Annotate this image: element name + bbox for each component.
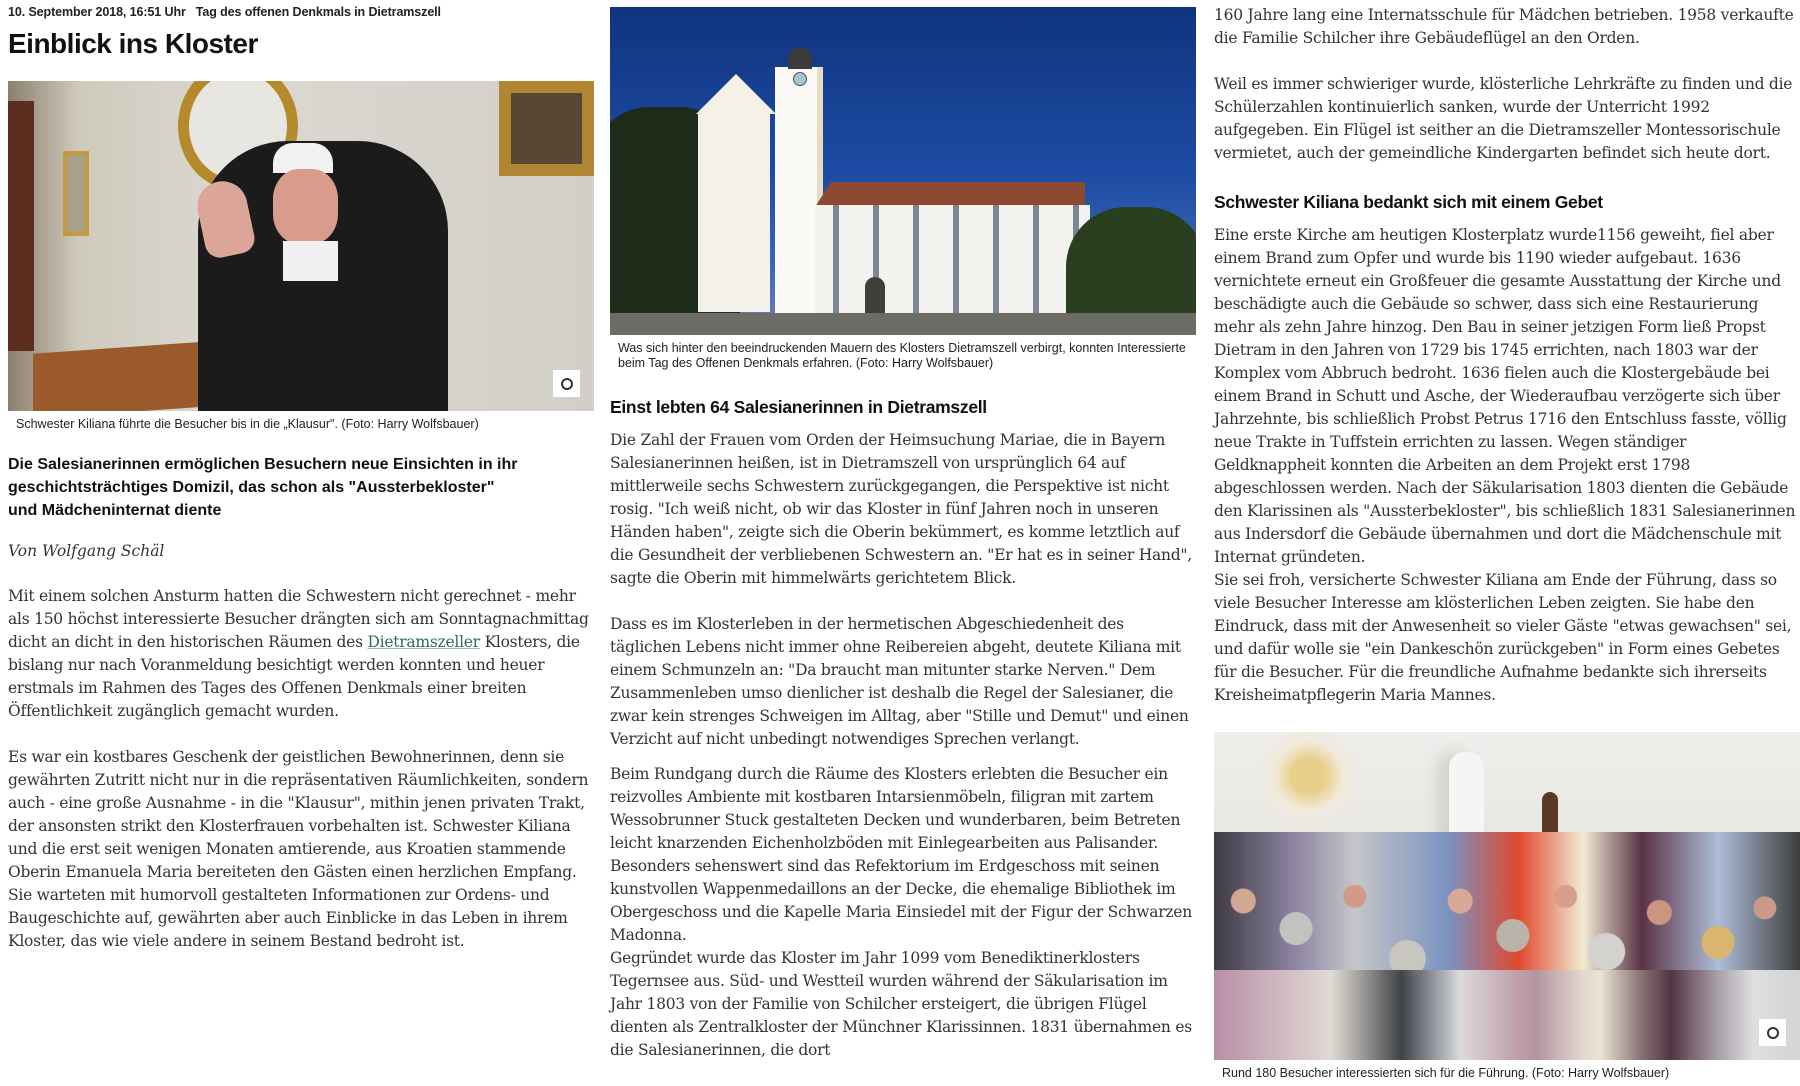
section-heading: Schwester Kiliana bedankt sich mit einem Gebet <box>1214 192 1603 212</box>
paragraph: 160 Jahre lang eine Internatsschule für Mädchen betrieben. 1958 verkaufte die Familie Schilcher ihre Gebäudeflügel an den Orden. <box>1214 6 1794 47</box>
paragraph: Es war ein kostbares Geschenk der geistlichen Bewohnerinnen, denn sie gewährten Zutritt nicht nur in die repräsentativen Räumlichkeiten, sondern auch - eine große Ausnahme - in die "Klausur", mithin jenen privaten Trakt, der ansonsten strikt den Klosterfrauen vorbehalten ist. Schwester Kiliana und die erst seit wenigen Monaten amtierende, aus Kroatien stammende Oberin Emanuela Maria bereiteten den Gästen einen herzlichen Empfang. Sie warteten mit humorvoll gestalteten Informationen zur Ordens- und Baugeschichte auf, gewährten aber auch Einblicke in das Leben in ihrem Kloster, das wie viele andere in seinem Bestand bedroht ist. <box>8 748 589 950</box>
photo-visitors-crowd[interactable] <box>1214 732 1800 1060</box>
figure-crowd <box>1214 732 1800 1081</box>
paragraph <box>8 585 594 723</box>
paragraph: Beim Rundgang durch die Räume des Klosters erlebten die Besucher ein reizvolles Ambiente mit kostbaren Intarsienmöbeln, filigran mit zartem Wessobrunner Stuck gestalteten Decken und wunderbaren, beim Betreten leicht knarzenden Eichenholzböden mit Einlegearbeiten aus Palisander. Besonders sehenswert sind das Refektorium im Erdgeschoss mit seinen kunstvollen Wappenmedaillons an der Decke, die ehemalige Bibliothek im Obergeschoss und die Kapelle Maria Einsiedel mit der Figur der Schwarzen Madonna. <box>610 765 1192 944</box>
byline: Von Wolfgang Schäl <box>8 542 165 560</box>
paragraph-text: Klosters, die bislang nur nach Voranmeldung besichtigt werden konnten und heuer erstmals im Rahmen des Tages des Offenen Denkmals einer breiten Öffentlichkeit zugänglich gemacht wurden. <box>8 633 580 720</box>
publish-date: 10. September 2018, 16:51 Uhr <box>8 5 186 19</box>
photo-nun-waving[interactable] <box>8 81 594 411</box>
figure-nun <box>8 81 594 432</box>
figure-caption: Was sich hinter den beeindruckenden Mauern des Klosters Dietramszell verbirgt, konnten Interessierte beim Tag des Offenen Denkmals erfahren. (Foto: Harry Wolfsbauer) <box>618 341 1186 370</box>
topic-tag[interactable]: Tag des offenen Denkmals in Dietramszell <box>195 5 441 19</box>
article-meta <box>8 5 441 19</box>
paragraph: Eine erste Kirche am heutigen Klosterplatz wurde1156 geweiht, fiel aber einem Brand zum Opfer und wurde bis 1190 wieder aufgebaut. 1636 vernichtete erneut ein Großfeuer die gesamte Ausstattung der Kirche und beschädigte auch die Gebäude so schwer, dass sich eine Restaurierung mehr als zehn Jahre hinzog. Den Bau in seiner jetzigen Form ließ Propst Dietram in den Jahren von 1729 bis 1745 errichten, nach 1803 war der Komplex vom Abbruch bedroht. 1636 fielen auch die Klostergebäude bei einem Brand in Schutt und Asche, der Wiederaufbau verzögerte sich über Jahrzehnte, bis schließlich Probst Petrus 1716 den Entschluss fasste, völlig neue Trakte in Tuffstein errichten zu lassen. Wegen ständiger Geldknappheit konnten die Arbeiten an dem Projekt erst 1798 abgeschlossen werden. Nach der Säkularisation 1803 dienten die Gebäude den Klarissinen als "Aussterbekloster", bis schließlich 1831 Salesianerinnen aus Indersdorf die Gebäude übernahmen und dort die Mädchenschule mit Internat gründeten. <box>1214 226 1796 566</box>
paragraph: Die Zahl der Frauen vom Orden der Heimsuchung Mariae, die in Bayern Salesianerinnen heißen, ist in Dietramszell von ursprünglich 64 auf mittlerweile sechs Schwestern zurückgegangen, die Perspektive ist nicht rosig. "Ich weiß nicht, ob wir das Kloster in fünf Jahren noch in unseren Händen haben", zeigte sich die Oberin bekümmert, es komme letztlich auf die Gesundheit der verbliebenen Schwestern an. "Er hat es in seiner Hand", sagte die Oberin mit himmelwärts gerichtetem Blick. <box>610 431 1192 587</box>
article-lead: Die Salesianerinnen ermöglichen Besuchern neue Einsichten in ihr geschichtsträchtiges Domizil, das schon als "Aussterbekloster" und Mädcheninternat diente <box>8 456 518 519</box>
figure-caption: Rund 180 Besucher interessierten sich für die Führung. (Foto: Harry Wolfsbauer) <box>1222 1066 1670 1080</box>
figure-church <box>610 7 1196 371</box>
paragraph-text: Mit einem solchen Ansturm hatten die Schwestern nicht gerechnet - mehr als 150 höchst interessierte Besucher drängten sich am Sonntagnachmittag dicht an dicht in den historischen Räumen des <box>8 587 589 651</box>
paragraph: Weil es immer schwieriger wurde, klösterliche Lehrkräfte zu finden und die Schülerzahlen kontinuierlich sanken, wurde der Unterricht 1992 aufgegeben. Ein Flügel ist seither an die Dietramszeller Montessorischule vermietet, auch der gemeindliche Kindergarten befindet sich heute dort. <box>1214 75 1793 162</box>
paragraph: Sie sei froh, versicherte Schwester Kiliana am Ende der Führung, dass so viele Besucher Interesse am klösterlichen Leben zeigten. Sie habe den Eindruck, dass mit der Anwesenheit so vieler Gäste "etwas gewachsen" sei, und dafür wolle sie "ein Dankeschön zurückgeben" in Form eines Gebetes für die Besucher. Für die freundliche Aufnahme bedankte sich ihrerseits Kreisheimatpflegerin Maria Mannes. <box>1214 571 1792 704</box>
photo-kloster-dietramszell[interactable] <box>610 7 1196 335</box>
dietramszeller-link[interactable]: Dietramszeller <box>367 633 480 651</box>
page-title: Einblick ins Kloster <box>8 28 258 59</box>
paragraph: Gegründet wurde das Kloster im Jahr 1099 vom Benediktinerklosters Tegernsee aus. Süd- und Westteil wurden während der Säkularisation im Jahr 1803 von der Familie von Schilcher ersteigert, die übrigen Flügel dienten als Zentralkloster der Münchner Klarissinnen. 1831 übernahmen es die Salesianerinnen, die dort <box>610 949 1192 1059</box>
section-heading: Einst lebten 64 Salesianerinnen in Dietramszell <box>610 397 987 417</box>
figure-caption: Schwester Kiliana führte die Besucher bis in die „Klausur". (Foto: Harry Wolfsbauer) <box>16 417 479 431</box>
zoom-circle-icon[interactable] <box>1759 1019 1786 1046</box>
paragraph: Dass es im Klosterleben in der hermetischen Abgeschiedenheit des täglichen Lebens nicht immer ohne Reibereien abgeht, deutete Kiliana mit einem Schmunzeln an: "Da braucht man mitunter starke Nerven." Dem Zusammenleben umso dienlicher ist deshalb die Regel der Salesianer, die zwar kein strenges Schweigen im Alltag, aber "Stille und Demut" und einen Verzicht auf nicht unbedingt notwendiges Sprechen verlangt. <box>610 615 1189 748</box>
zoom-circle-icon[interactable] <box>553 370 580 397</box>
